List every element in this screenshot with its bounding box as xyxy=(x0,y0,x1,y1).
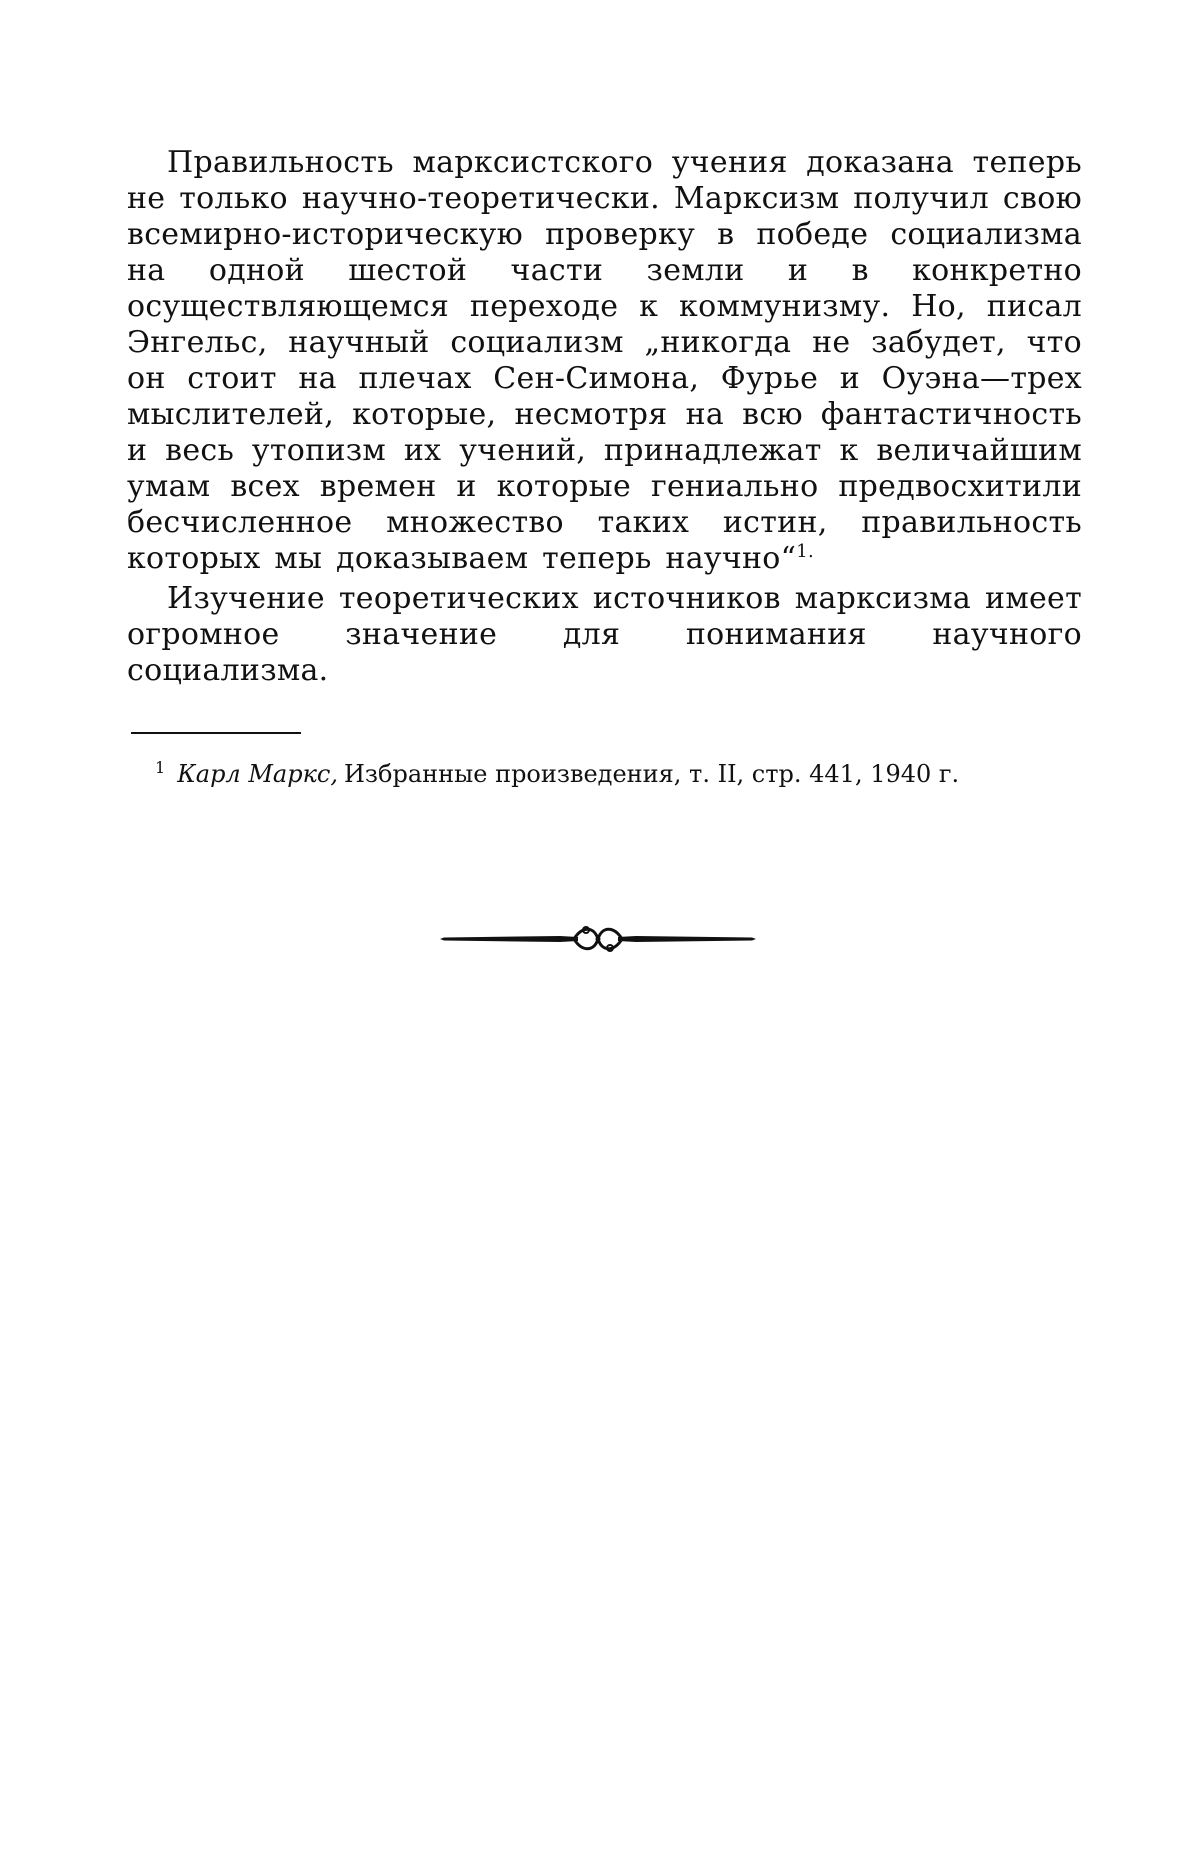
paragraph-2: Изучение теоретических источников марксизма имеет огромное значение для понимания научного социализма. xyxy=(127,581,1082,688)
footnote-text: Избранные произведения, т. II, стр. 441, 1940 г. xyxy=(344,760,960,788)
footnote-reference[interactable]: 1. xyxy=(796,541,815,562)
footnote-mark: 1 xyxy=(155,758,166,777)
paragraph-1-text: Правильность марксистского учения доказана теперь не только научно-теоретически. Марксизм получил свою всемирно-историческую проверку в победе социализма на одной шестой части земли и в конкретно осуществляющемся переходе к коммунизму. Но, писал Энгельс, научный социализм „никогда не забудет, что он стоит на плечах Сен-Симона, Фурье и Оуэна—трех мыслителей, которые, несмотря на всю фантастичность и весь утопизм их учений, принадлежат к величайшим умам всех времен и которые гениально предвосхитили бесчисленное множество таких истин, правильность которых мы доказываем теперь научно“ xyxy=(127,145,1082,576)
scroll-flourish-icon xyxy=(440,916,756,962)
main-text xyxy=(127,145,1082,689)
paragraph-1 xyxy=(127,145,1082,577)
footnote-author: Карл Маркс, xyxy=(177,760,338,788)
footnote xyxy=(155,758,1085,790)
footnote-divider xyxy=(131,732,301,734)
